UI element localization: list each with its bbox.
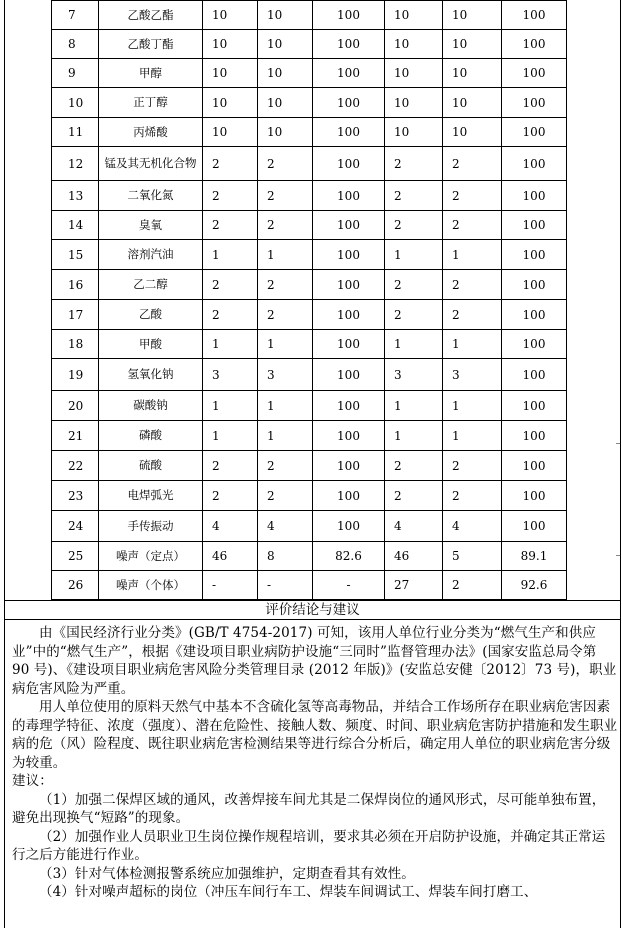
value-cell: 100 — [502, 211, 567, 240]
value-cell: 100 — [313, 511, 385, 542]
value-cell: 100 — [313, 391, 385, 421]
value-cell: 100 — [313, 88, 385, 118]
row-number: 11 — [52, 118, 99, 147]
advice-item: （3）针对气体检测报警系统应加强维护，定期查看其有效性。 — [39, 865, 415, 882]
value-cell: 1 — [443, 240, 502, 270]
value-cell: 2 — [443, 211, 502, 240]
margin-tick — [616, 555, 620, 556]
value-cell: 10 — [203, 118, 258, 147]
row-number: 7 — [52, 1, 99, 30]
value-cell: - — [258, 571, 313, 600]
value-cell: 1 — [258, 421, 313, 451]
factor-name: 锰及其无机化合物 — [99, 147, 203, 181]
value-cell: 89.1 — [502, 542, 567, 571]
value-cell: 100 — [502, 118, 567, 147]
value-cell: 2 — [385, 270, 443, 300]
value-cell: 2 — [385, 211, 443, 240]
value-cell: 10 — [385, 118, 443, 147]
value-cell: 100 — [313, 330, 385, 359]
value-cell: 3 — [385, 359, 443, 391]
results-table — [51, 0, 567, 600]
table-row — [52, 571, 567, 600]
value-cell: 3 — [203, 359, 258, 391]
factor-name: 硫酸 — [99, 451, 203, 481]
value-cell: 100 — [313, 1, 385, 30]
value-cell: 82.6 — [313, 542, 385, 571]
row-number: 8 — [52, 30, 99, 59]
value-cell: 100 — [502, 421, 567, 451]
value-cell: 100 — [313, 270, 385, 300]
row-number: 16 — [52, 270, 99, 300]
value-cell: 46 — [385, 542, 443, 571]
value-cell: 10 — [443, 59, 502, 88]
value-cell: 1 — [443, 391, 502, 421]
advice-item: （1）加强二保焊区域的通风，改善焊接车间尤其是二保焊岗位的通风形式，尽可能单独布置，避免出现换气“短路”的现象。 — [12, 791, 606, 826]
table-row — [52, 391, 567, 421]
row-number: 22 — [52, 451, 99, 481]
value-cell: 2 — [203, 481, 258, 511]
value-cell: 100 — [313, 300, 385, 330]
value-cell: 4 — [443, 511, 502, 542]
value-cell: 2 — [385, 300, 443, 330]
section-title: 评价结论与建议 — [5, 600, 620, 620]
row-number: 12 — [52, 147, 99, 181]
value-cell: - — [313, 571, 385, 600]
value-cell: 2 — [203, 300, 258, 330]
factor-name: 乙二醇 — [99, 270, 203, 300]
value-cell: 1 — [385, 391, 443, 421]
value-cell: 100 — [502, 88, 567, 118]
table-row — [52, 359, 567, 391]
value-cell: 100 — [313, 118, 385, 147]
value-cell: 2 — [385, 451, 443, 481]
value-cell: 10 — [258, 59, 313, 88]
table-row — [52, 59, 567, 88]
table-row — [52, 300, 567, 330]
value-cell: 100 — [502, 451, 567, 481]
table-row — [52, 118, 567, 147]
table-row — [52, 1, 567, 30]
value-cell: 2 — [258, 147, 313, 181]
value-cell: 1 — [385, 240, 443, 270]
value-cell: 46 — [203, 542, 258, 571]
value-cell: 3 — [258, 359, 313, 391]
advice-item: （2）加强作业人员职业卫生岗位操作规程培训，要求其必须在开启防护设施，并确定其正常运行之后方能进行作业。 — [12, 828, 606, 863]
value-cell: 100 — [502, 300, 567, 330]
row-number: 15 — [52, 240, 99, 270]
factor-name: 二氧化氮 — [99, 181, 203, 211]
value-cell: 100 — [502, 30, 567, 59]
value-cell: 2 — [385, 481, 443, 511]
value-cell: 2 — [203, 147, 258, 181]
value-cell: 2 — [443, 147, 502, 181]
value-cell: 100 — [502, 59, 567, 88]
value-cell: 27 — [385, 571, 443, 600]
value-cell: 100 — [502, 330, 567, 359]
value-cell: - — [203, 571, 258, 600]
factor-name: 乙酸乙酯 — [99, 1, 203, 30]
table-row — [52, 88, 567, 118]
value-cell: 2 — [258, 481, 313, 511]
factor-name: 碳酸钠 — [99, 391, 203, 421]
value-cell: 2 — [258, 211, 313, 240]
value-cell: 10 — [443, 118, 502, 147]
value-cell: 10 — [385, 1, 443, 30]
value-cell: 100 — [313, 181, 385, 211]
table-row — [52, 451, 567, 481]
value-cell: 2 — [443, 270, 502, 300]
value-cell: 100 — [502, 481, 567, 511]
value-cell: 1 — [203, 240, 258, 270]
value-cell: 2 — [385, 147, 443, 181]
value-cell: 10 — [443, 88, 502, 118]
value-cell: 10 — [258, 30, 313, 59]
factor-name: 正丁醇 — [99, 88, 203, 118]
table-row — [52, 30, 567, 59]
value-cell: 1 — [385, 330, 443, 359]
table-row — [52, 511, 567, 542]
value-cell: 100 — [502, 359, 567, 391]
value-cell: 100 — [502, 391, 567, 421]
value-cell: 100 — [313, 359, 385, 391]
row-number: 19 — [52, 359, 99, 391]
table-row — [52, 330, 567, 359]
table-row — [52, 211, 567, 240]
table-row — [52, 421, 567, 451]
row-number: 23 — [52, 481, 99, 511]
value-cell: 2 — [203, 211, 258, 240]
factor-name: 磷酸 — [99, 421, 203, 451]
value-cell: 2 — [443, 181, 502, 211]
value-cell: 10 — [443, 1, 502, 30]
paragraph-hazard-grading: 用人单位使用的原料天然气中基本不含硫化氢等高毒物品，并结合工作场所存在职业病危害因素的毒理学特征、浓度（强度）、潜在危险性、接触人数、频度、时间、职业病危害防护措施和发生职业病的危（风）险程度、既往职业病危害检测结果等进行综合分析后，确定用人单位的职业病危害分级为较重。 — [12, 699, 618, 771]
value-cell: 100 — [313, 451, 385, 481]
value-cell: 2 — [203, 270, 258, 300]
value-cell: 2 — [203, 181, 258, 211]
value-cell: 2 — [443, 300, 502, 330]
value-cell: 10 — [385, 30, 443, 59]
value-cell: 2 — [443, 571, 502, 600]
value-cell: 100 — [313, 59, 385, 88]
table-row — [52, 481, 567, 511]
value-cell: 100 — [502, 147, 567, 181]
value-cell: 1 — [443, 330, 502, 359]
factor-name: 乙酸丁酯 — [99, 30, 203, 59]
value-cell: 10 — [203, 30, 258, 59]
row-number: 17 — [52, 300, 99, 330]
table-row — [52, 181, 567, 211]
value-cell: 2 — [385, 181, 443, 211]
row-number: 26 — [52, 571, 99, 600]
advice-label: 建议： — [12, 773, 53, 789]
value-cell: 100 — [313, 421, 385, 451]
value-cell: 100 — [502, 181, 567, 211]
table-row — [52, 147, 567, 181]
factor-name: 臭氧 — [99, 211, 203, 240]
margin-tick — [616, 443, 620, 444]
value-cell: 4 — [385, 511, 443, 542]
value-cell: 10 — [258, 88, 313, 118]
paragraph-industry-classification: 由《国民经济行业分类》(GB/T 4754-2017) 可知，该用人单位行业分类为“燃气生产和供应业”中的“燃气生产”，根据《建设项目职业病防护设施“三同时”监督管理办法》(国家安监总局令第 90 号)、《建设项目职业病危害风险分类管理目录 (2012 年版)》(安监总安健〔2012〕73 号)，职业病危害风险为严重。 — [12, 625, 617, 697]
table-row — [52, 542, 567, 571]
value-cell: 2 — [258, 270, 313, 300]
value-cell: 10 — [203, 59, 258, 88]
row-number: 24 — [52, 511, 99, 542]
factor-name: 乙酸 — [99, 300, 203, 330]
value-cell: 100 — [502, 511, 567, 542]
value-cell: 10 — [258, 118, 313, 147]
value-cell: 4 — [203, 511, 258, 542]
value-cell: 1 — [203, 330, 258, 359]
factor-name: 噪声（定点） — [99, 542, 203, 571]
value-cell: 2 — [258, 451, 313, 481]
factor-name: 溶剂汽油 — [99, 240, 203, 270]
value-cell: 4 — [258, 511, 313, 542]
value-cell: 1 — [385, 421, 443, 451]
value-cell: 1 — [258, 330, 313, 359]
value-cell: 10 — [385, 88, 443, 118]
value-cell: 100 — [313, 240, 385, 270]
value-cell: 8 — [258, 542, 313, 571]
factor-name: 电焊弧光 — [99, 481, 203, 511]
conclusion-text — [12, 624, 618, 902]
factor-name: 手传振动 — [99, 511, 203, 542]
value-cell: 100 — [313, 211, 385, 240]
value-cell: 10 — [258, 1, 313, 30]
value-cell: 2 — [443, 451, 502, 481]
row-number: 10 — [52, 88, 99, 118]
value-cell: 1 — [258, 391, 313, 421]
row-number: 21 — [52, 421, 99, 451]
table-row — [52, 240, 567, 270]
value-cell: 100 — [502, 240, 567, 270]
value-cell: 10 — [385, 59, 443, 88]
value-cell: 10 — [203, 88, 258, 118]
value-cell: 92.6 — [502, 571, 567, 600]
value-cell: 100 — [313, 481, 385, 511]
value-cell: 100 — [313, 147, 385, 181]
value-cell: 3 — [443, 359, 502, 391]
value-cell: 1 — [203, 391, 258, 421]
value-cell: 1 — [203, 421, 258, 451]
value-cell: 1 — [258, 240, 313, 270]
table-row — [52, 270, 567, 300]
row-number: 13 — [52, 181, 99, 211]
factor-name: 氢氧化钠 — [99, 359, 203, 391]
value-cell: 100 — [313, 30, 385, 59]
factor-name: 甲醇 — [99, 59, 203, 88]
value-cell: 2 — [258, 181, 313, 211]
value-cell: 1 — [443, 421, 502, 451]
value-cell: 2 — [258, 300, 313, 330]
value-cell: 2 — [443, 481, 502, 511]
value-cell: 100 — [502, 1, 567, 30]
value-cell: 2 — [203, 451, 258, 481]
factor-name: 噪声（个体） — [99, 571, 203, 600]
value-cell: 100 — [502, 270, 567, 300]
advice-item: （4）针对噪声超标的岗位（冲压车间行车工、焊装车间调试工、焊装车间打磨工、 — [39, 884, 538, 900]
value-cell: 10 — [443, 30, 502, 59]
value-cell: 5 — [443, 542, 502, 571]
row-number: 20 — [52, 391, 99, 421]
factor-name: 丙烯酸 — [99, 118, 203, 147]
factor-name: 甲酸 — [99, 330, 203, 359]
row-number: 9 — [52, 59, 99, 88]
row-number: 25 — [52, 542, 99, 571]
row-number: 18 — [52, 330, 99, 359]
row-number: 14 — [52, 211, 99, 240]
value-cell: 10 — [203, 1, 258, 30]
